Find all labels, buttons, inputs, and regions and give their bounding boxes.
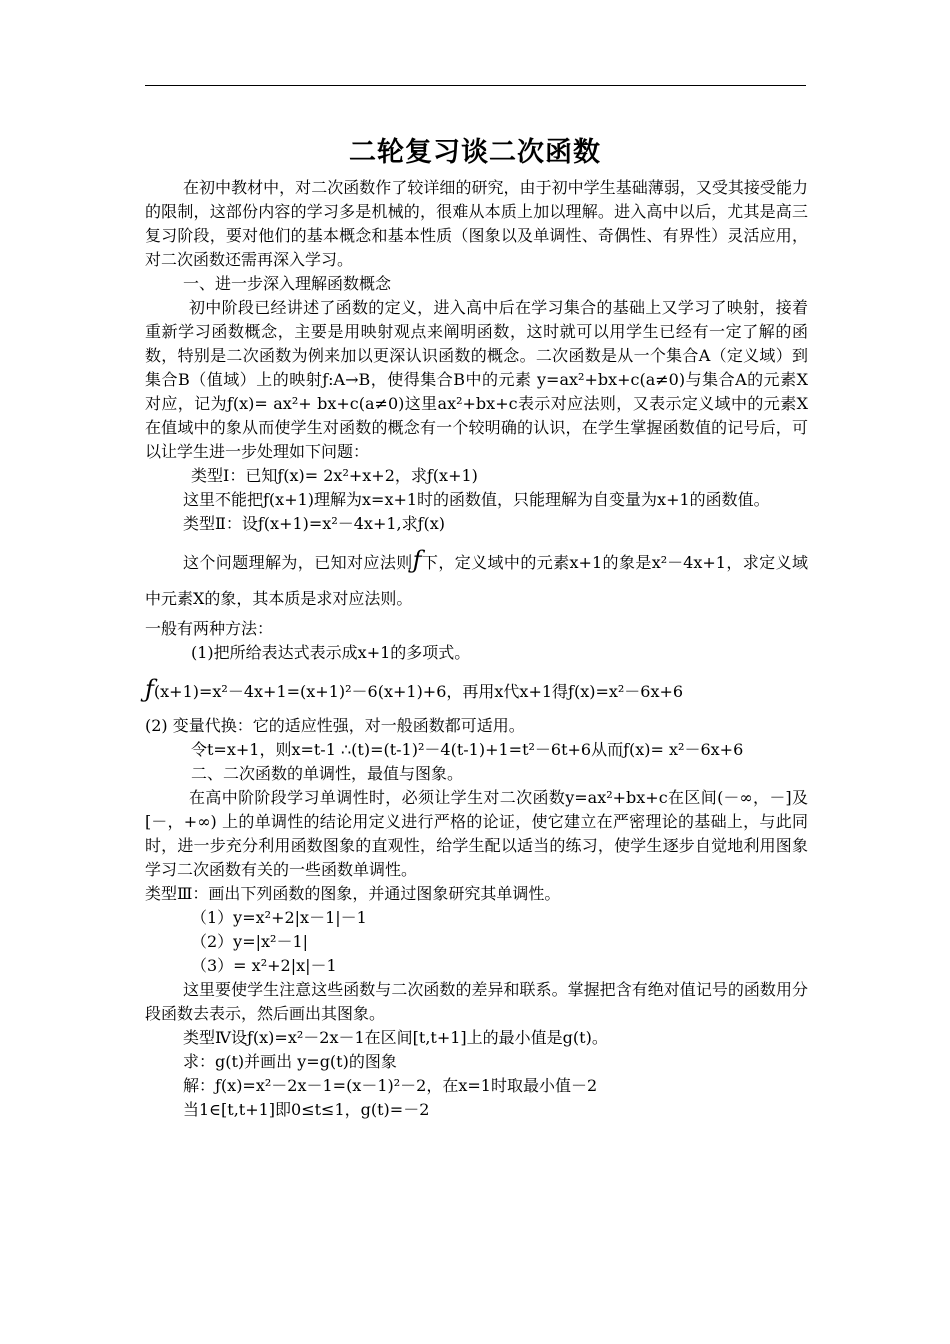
paragraph <box>145 542 808 617</box>
header-rule <box>145 85 806 86</box>
paragraph: 在高中阶阶段学习单调性时，必须让学生对二次函数y=ax²+bx+c在区间(－∞，－]及[－，+∞) 上的单调性的结论用定义进行严格的论证，使它建立在严密理论的基础上，与此同时，进一步充分利用函数图象的直观性，给学生配以适当的练习，使学生逐步自觉地利用图象学习二次函数有关的一些函数单调性。 <box>145 788 808 879</box>
function-f-symbol: ƒ <box>145 675 154 703</box>
paragraph: 类型Ⅲ：画出下列函数的图象，并通过图象研究其单调性。 <box>145 884 561 903</box>
paragraph: 这里不能把ƒ(x+1)理解为x=x+1时的函数值，只能理解为自变量为x+1的函数值。 <box>183 490 770 509</box>
paragraph <box>145 671 808 710</box>
section-heading: 一、进一步深入理解函数概念 <box>183 274 392 293</box>
paragraph: 一般有两种方法： <box>145 619 274 638</box>
paragraph: 当1∈[t,t+1]即0≤t≤1，g(t)=－2 <box>183 1100 430 1119</box>
paragraph: 这里要使学生注意这些函数与二次函数的差异和联系。掌握把含有绝对值记号的函数用分段函数去表示，然后画出其图象。 <box>145 980 808 1023</box>
document-title: 二轮复习谈二次函数 <box>349 137 601 168</box>
paragraph: 类型Ⅰ：已知ƒ(x)= 2x²+x+2，求ƒ(x+1) <box>191 466 478 485</box>
paragraph: 解：ƒ(x)=x²－2x－1=(x－1)²－2，在x=1时取最小值－2 <box>183 1076 598 1095</box>
paragraph: 在初中教材中，对二次函数作了较详细的研究，由于初中学生基础薄弱，又受其接受能力的限制，这部份内容的学习多是机械的，很难从本质上加以理解。进入高中以后，尤其是高三复习阶段，要对他们的基本概念和基本性质（图象以及单调性、奇偶性、有界性）灵活应用，对二次函数还需再深入学习。 <box>145 178 808 269</box>
paragraph: 求：g(t)并画出 y=g(t)的图象 <box>183 1052 397 1071</box>
list-item: （1）y=x²+2|x－1|－1 <box>191 908 367 927</box>
paragraph-text: 这个问题理解为，已知对应法则 <box>183 553 413 572</box>
section-heading: 二、二次函数的单调性，最值与图象。 <box>191 764 464 783</box>
paragraph: 初中阶段已经讲述了函数的定义，进入高中后在学习集合的基础上又学习了映射，接着重新学习函数概念，主要是用映射观点来阐明函数，这时就可以用学生已经有一定了解的函数，特别是二次函数为例来加以更深认识函数的概念。二次函数是从一个集合A（定义域）到集合B（值域）上的映射ƒ:A→B，使得集合B中的元素 y=ax²+bx+c(a≠0)与集合A的元素X对应，记为ƒ(x)= ax²+ bx+c(a≠0)这里ax²+bx+c表示对应法则，又表示定义域中的元素X在值域中的象从而使学生对函数的概念有一个较明确的认识，在学生掌握函数值的记号后，可以让学生进一步处理如下问题： <box>145 298 808 461</box>
paragraph: (1)把所给表达式表示成x+1的多项式。 <box>191 643 471 662</box>
paragraph: 类型Ⅳ设ƒ(x)=x²－2x－1在区间[t,t+1]上的最小值是g(t)。 <box>183 1028 608 1047</box>
list-item: （2）y=|x²－1| <box>191 932 309 951</box>
function-f-symbol: ƒ <box>412 546 422 574</box>
list-item: （3）= x²+2|x|－1 <box>191 956 337 975</box>
paragraph-text: 下，定义域中的元素x+1的象是x²－4x+1，求定义域中元素X的象，其本质是求对应法则。 <box>145 553 808 608</box>
paragraph: 类型Ⅱ：设ƒ(x+1)=x²－4x+1,求ƒ(x) <box>183 514 446 533</box>
paragraph: (2) 变量代换：它的适应性强，对一般函数都可适用。 <box>145 716 525 735</box>
paragraph-text: (x+1)=x²－4x+1=(x+1)²－6(x+1)+6，再用x代x+1得ƒ(x)=x²－6x+6 <box>153 682 684 701</box>
paragraph: 令t=x+1，则x=t-1 ∴(t)=(t-1)²－4(t-1)+1=t²－6t+6从而ƒ(x)= x²－6x+6 <box>191 740 744 759</box>
document-body <box>145 176 808 1122</box>
